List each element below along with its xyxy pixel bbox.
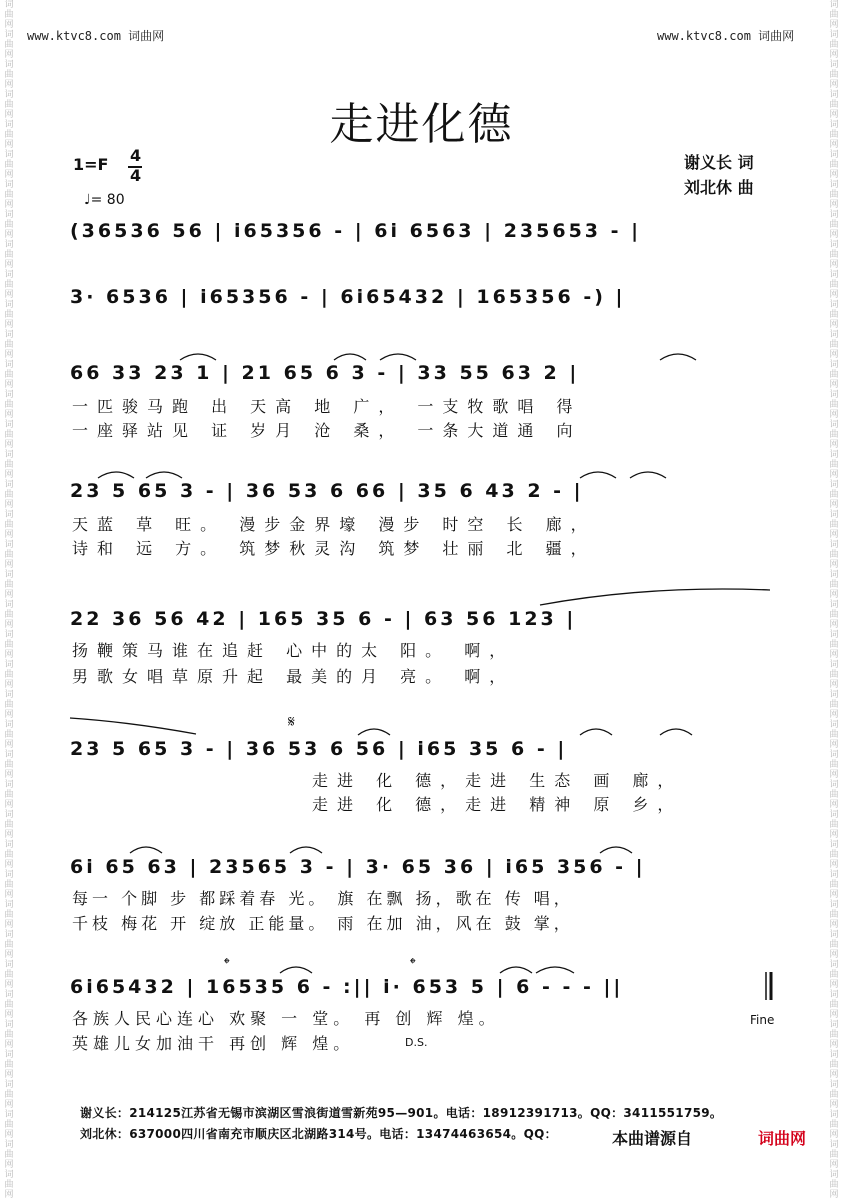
score-line-8-lyrics-verse2: 英雄儿女加油干 再创 辉 煌。 — [72, 1034, 355, 1053]
segno-sign: 𝄋 — [288, 712, 295, 731]
score-line-8-lyrics-verse1: 各族人民心连心 欢聚 一 堂。 再 创 辉 煌。 — [72, 1009, 500, 1028]
ds-marking: D.S. — [405, 1036, 428, 1049]
score-line-4-lyrics-verse1: 天蓝 草 旺。 漫步金界壕 漫步 时空 长 廊， — [72, 515, 596, 534]
left-watermark-column: 词曲网词曲网词曲网词曲网词曲网词曲网词曲网词曲网词曲网词曲网词曲网词曲网词曲网词曲网词曲网词曲网词曲网词曲网词曲网词曲网词曲网词曲网词曲网词曲网词曲网词曲网词曲网词曲网词曲网词曲网词曲网词曲网词曲网词曲网词曲网词曲网词曲网词曲网词曲网词曲网 — [4, 0, 14, 1200]
score-line-7-lyrics-verse1: 每一 个脚 步 都踩着春 光。 旗 在飘 扬，歌在 传 唱， — [72, 889, 574, 908]
score-line-1-notes: (36536 56 | i65356 - | 6i 6563 | 235653 - | — [70, 220, 642, 242]
site-logo: 词曲网 — [758, 1129, 807, 1148]
source-label: 本曲谱源自 — [612, 1129, 693, 1148]
watermark-url-left: www.ktvc8.com 词曲网 — [27, 29, 165, 43]
fine-marking: Fine — [750, 1013, 775, 1027]
score-line-6-lyrics-verse2: 走进 化 德，走进 精神 原 乡， — [312, 795, 683, 814]
watermark-url-right: www.ktvc8.com 词曲网 — [657, 29, 795, 43]
song-title: 走进化德 — [329, 99, 514, 150]
key-signature: 1=F — [73, 155, 109, 174]
score-line-4-lyrics-verse2: 诗和 远 方。 筑梦秋灵沟 筑梦 壮丽 北 疆， — [72, 539, 596, 558]
score-line-3-notes: 66 33 23 1 | 21 65 6 3 - | 33 55 63 2 | — [70, 362, 580, 384]
score-line-6-lyrics-verse1: 走进 化 德，走进 生态 画 廊， — [312, 771, 683, 790]
score-line-7-lyrics-verse2: 千枝 梅花 开 绽放 正能量。 雨 在加 油，风在 鼓 掌， — [72, 914, 574, 933]
right-watermark-column: 词曲网词曲网词曲网词曲网词曲网词曲网词曲网词曲网词曲网词曲网词曲网词曲网词曲网词曲网词曲网词曲网词曲网词曲网词曲网词曲网词曲网词曲网词曲网词曲网词曲网词曲网词曲网词曲网词曲网词曲网词曲网词曲网词曲网词曲网词曲网词曲网词曲网词曲网词曲网词曲网 — [829, 0, 839, 1200]
score-line-5-lyrics-verse2: 男歌女唱草原升起 最美的月 亮。 啊， — [72, 667, 515, 686]
score-line-5-lyrics-verse1: 扬鞭策马谁在追赶 心中的太 阳。 啊， — [72, 641, 515, 660]
score-line-5-notes: 22 36 56 42 | 165 35 6 - | 63 56 123 | — [70, 608, 577, 630]
score-line-4-notes: 23 5 65 3 - | 36 53 6 66 | 35 6 43 2 - | — [70, 480, 584, 502]
lyricist-credit: 谢义长 词 — [684, 153, 754, 172]
footer-composer-contact: 刘北休：637000四川省南充市顺庆区北湖路314号。电话：13474463654。QQ： — [80, 1127, 557, 1141]
score-line-3-lyrics-verse2: 一座驿站见 证 岁月 沧 桑， 一条大道通 向 — [72, 421, 582, 440]
time-signature-bottom: 4 — [130, 166, 142, 185]
coda-sign-1: 𝄌 — [224, 954, 230, 973]
score-line-7-notes: 6i 65 63 | 23565 3 - | 3· 65 36 | i65 356 - | — [70, 856, 646, 878]
composer-credit: 刘北休 曲 — [684, 178, 754, 197]
score-line-8-notes: 6i65432 | 16535 6 - :|| i· 653 5 | 6 - - - || — [70, 976, 624, 998]
score-line-6-notes: 23 5 65 3 - | 36 53 6 56 | i65 35 6 - | — [70, 738, 568, 760]
score-line-3-lyrics-verse1: 一匹骏马跑 出 天高 地 广， 一支牧歌唱 得 — [72, 397, 582, 416]
coda-sign-2: 𝄌 — [410, 954, 416, 973]
footer-lyricist-contact: 谢义长：214125江苏省无锡市滨湖区雪浪街道雪新苑95—901。电话：18912391713。QQ：3411551759。 — [80, 1106, 723, 1120]
time-signature-top: 4 — [130, 146, 142, 165]
score-line-2-notes: 3· 6536 | i65356 - | 6i65432 | 165356 -) | — [70, 286, 626, 308]
tempo-marking: ♩= 80 — [84, 192, 125, 208]
